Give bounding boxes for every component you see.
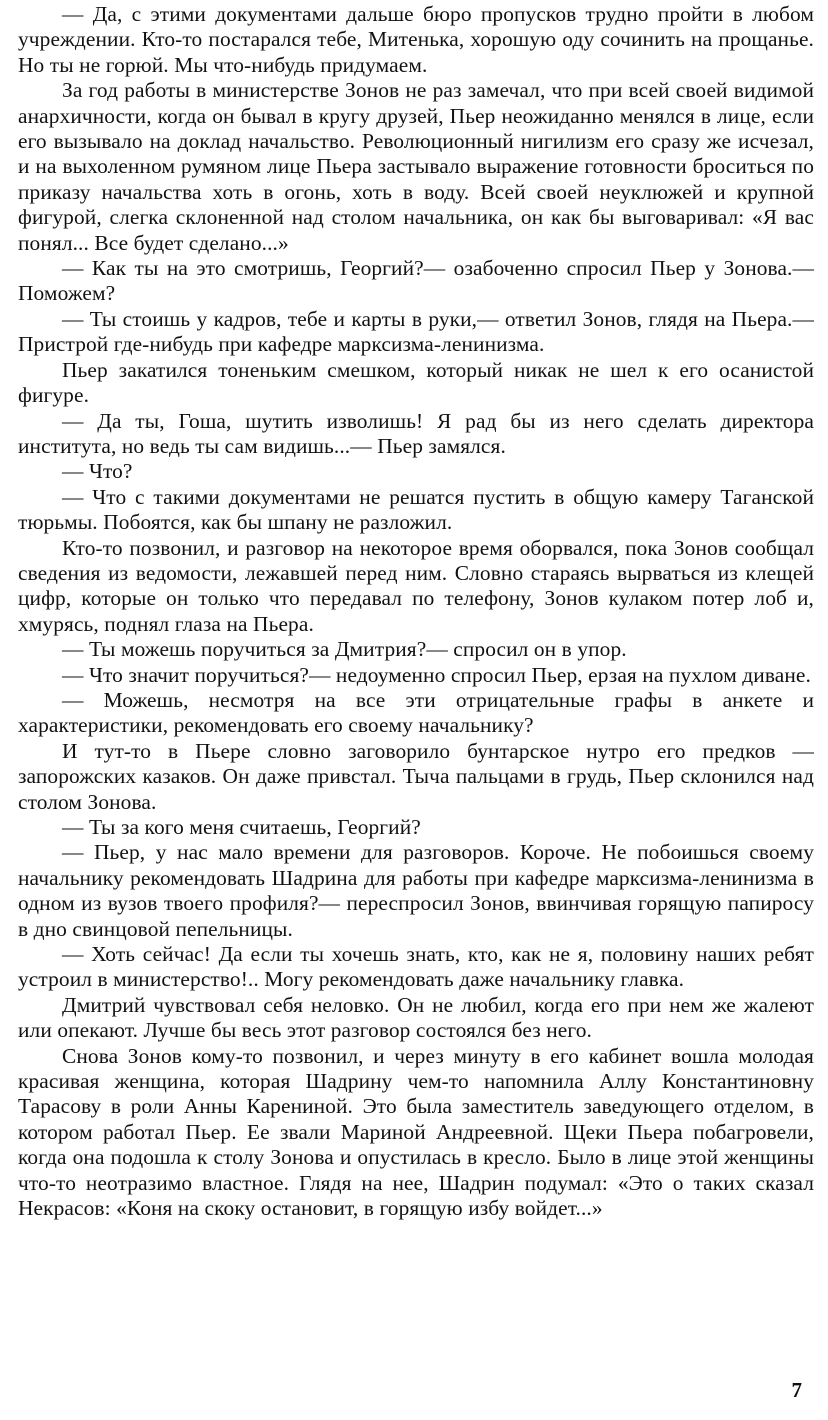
paragraph: Пьер закатился тоненьким смешком, который никак не шел к его осанистой фигуре. <box>18 357 814 408</box>
paragraph: За год работы в министерстве Зонов не раз замечал, что при всей своей видимой анархичности, когда он бывал в кругу друзей, Пьер неожиданно менялся в лице, если его вызывало на доклад начальство. Революционный нигилизм его сразу же исчезал, и на выхоленном румяном лице Пьера застывало выражение готовности броситься по приказу начальства хоть в огонь, хоть в воду. Всей своей неуклюжей и крупной фигурой, слегка склоненной над столом начальника, он как бы выговаривал: «Я вас понял... Все будет сделано...» <box>18 78 814 255</box>
paragraph: — Что значит поручиться?— недоуменно спросил Пьер, ерзая на пухлом диване. <box>62 662 811 687</box>
paragraph: — Что с такими документами не решатся пустить в общую камеру Таганской тюрьмы. Побоятся, как бы шпану не разложил. <box>18 484 814 535</box>
paragraph: Дмитрий чувствовал себя неловко. Он не любил, когда его при нем же жалеют или опекают. Лучше бы весь этот разговор состоялся без него. <box>18 992 814 1043</box>
paragraph: И тут-то в Пьере словно заговорило бунтарское нутро его предков — запорожских казаков. Он даже привстал. Тыча пальцами в грудь, Пьер склонился над столом Зонова. <box>18 738 814 814</box>
page-number: 7 <box>791 1378 802 1402</box>
paragraph: — Ты стоишь у кадров, тебе и карты в руки,— ответил Зонов, глядя на Пьера.— Пристрой где-нибудь при кафедре марксизма-ленинизма. <box>18 306 814 357</box>
paragraph: — Пьер, у нас мало времени для разговоров. Короче. Не побоишься своему начальнику рекомендовать Шадрина для работы при кафедре марксизма-ленинизма в одном из вузов твоего профиля?— переспросил Зонов, ввинчивая горящую папиросу в дно свинцовой пепельницы. <box>18 840 814 941</box>
paragraph: — Можешь, несмотря на все эти отрицательные графы в анкете и характеристики, рекомендовать его своему начальнику? <box>18 687 814 738</box>
paragraph: — Хоть сейчас! Да если ты хочешь знать, кто, как не я, половину наших ребят устроил в министерство!.. Могу рекомендовать даже начальнику главка. <box>18 942 814 992</box>
page-text <box>18 2 814 1222</box>
paragraph: Снова Зонов кому-то позвонил, и через минуту в его кабинет вошла молодая красивая женщина, которая Шадрину чем-то напомнила Аллу Константиновну Тарасову в роли Анны Карениной. Это была заместитель заведующего отделом, в котором работал Пьер. Ее звали Мариной Андреевной. Щеки Пьера побагровели, когда она подошла к столу Зонова и опустилась в кресло. Было в лице этой женщины что-то неотразимо властное. Глядя на нее, Шадрин подумал: «Это о таких сказал Некрасов: «Коня на скоку остановит, в горящую избу войдет...» <box>18 1043 814 1221</box>
paragraph: — Что? <box>62 459 133 484</box>
paragraph: — Как ты на это смотришь, Георгий?— озабоченно спросил Пьер у Зонова.— Поможем? <box>18 256 814 306</box>
paragraph: Кто-то позвонил, и разговор на некоторое время оборвался, пока Зонов сообщал сведения из ведомости, лежавшей перед ним. Словно стараясь вырваться из клещей цифр, которые он только что передавал по телефону, Зонов кулаком потер лоб и, хмурясь, поднял глаза на Пьера. <box>18 535 814 636</box>
paragraph: — Ты можешь поручиться за Дмитрия?— спросил он в упор. <box>62 637 627 662</box>
paragraph: — Ты за кого меня считаешь, Георгий? <box>62 815 421 839</box>
paragraph: — Да ты, Гоша, шутить изволишь! Я рад бы из него сделать директора института, но ведь ты сам видишь...— Пьер замялся. <box>18 408 814 458</box>
paragraph: — Да, с этими документами дальше бюро пропусков трудно пройти в любом учреждении. Кто-то постарался тебе, Митенька, хорошую оду сочинить на прощанье. Но ты не горюй. Мы что-нибудь придумаем. <box>18 2 814 77</box>
